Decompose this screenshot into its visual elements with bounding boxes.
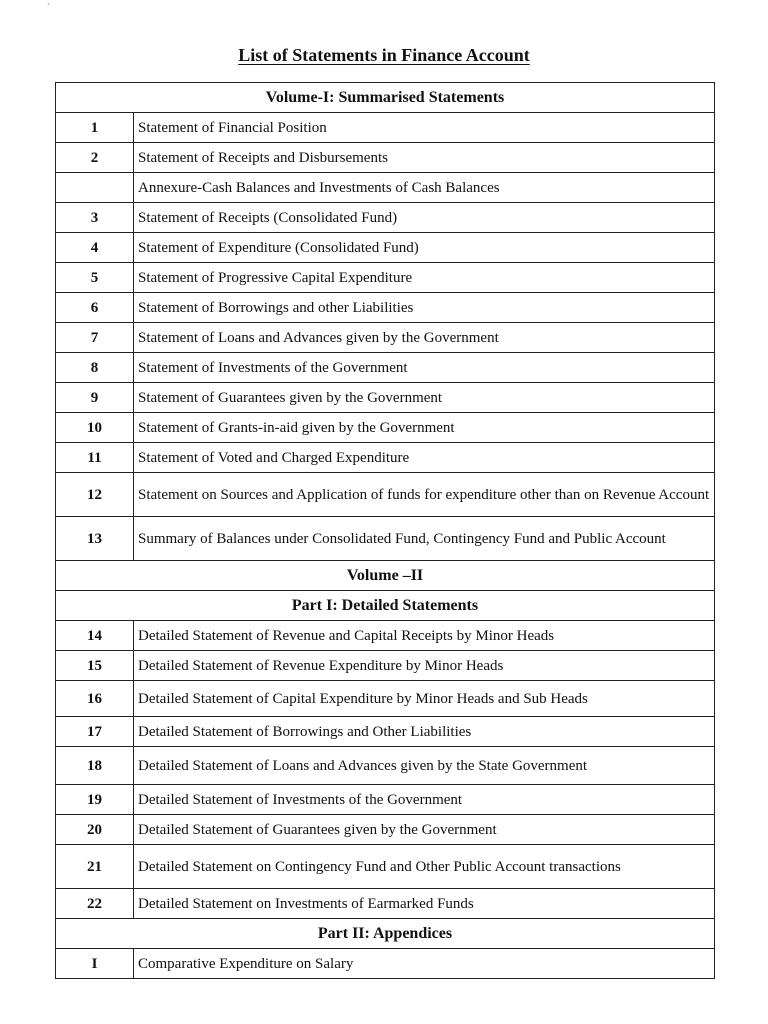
table-row: [56, 353, 715, 383]
statement-title: Statement of Grants-in-aid given by the Government: [134, 413, 715, 443]
statement-title: Detailed Statement of Revenue and Capital Receipts by Minor Heads: [134, 621, 715, 651]
statement-title: Comparative Expenditure on Salary: [134, 949, 715, 979]
statement-title: Detailed Statement of Revenue Expenditure by Minor Heads: [134, 651, 715, 681]
row-number: 21: [56, 845, 134, 889]
section-heading: Volume –II: [56, 561, 715, 591]
section-heading: Volume-I: Summarised Statements: [56, 83, 715, 113]
row-number: 19: [56, 785, 134, 815]
table-row: [56, 323, 715, 353]
table-row: [56, 949, 715, 979]
statement-title: Statement of Loans and Advances given by the Government: [134, 323, 715, 353]
row-number: [56, 173, 134, 203]
statement-title: Statement of Progressive Capital Expenditure: [134, 263, 715, 293]
table-row: [56, 621, 715, 651]
statement-title: Annexure-Cash Balances and Investments of Cash Balances: [134, 173, 715, 203]
row-number: 17: [56, 717, 134, 747]
section-heading-row: [56, 919, 715, 949]
row-number: 12: [56, 473, 134, 517]
statement-title: Detailed Statement of Guarantees given by the Government: [134, 815, 715, 845]
table-row: [56, 473, 715, 517]
statement-title: Statement of Financial Position: [134, 113, 715, 143]
table-row: [56, 173, 715, 203]
section-heading: Part II: Appendices: [56, 919, 715, 949]
statement-title: Detailed Statement on Investments of Earmarked Funds: [134, 889, 715, 919]
row-number: 10: [56, 413, 134, 443]
table-row: [56, 113, 715, 143]
row-number: 7: [56, 323, 134, 353]
row-number: 18: [56, 747, 134, 785]
row-number: 6: [56, 293, 134, 323]
row-number: 15: [56, 651, 134, 681]
statement-title: Statement of Receipts and Disbursements: [134, 143, 715, 173]
row-number: 13: [56, 517, 134, 561]
statement-title: Detailed Statement of Borrowings and Other Liabilities: [134, 717, 715, 747]
row-number: 1: [56, 113, 134, 143]
statements-table: [55, 82, 715, 979]
statement-title: Statement of Voted and Charged Expenditure: [134, 443, 715, 473]
row-number: 16: [56, 681, 134, 717]
table-row: [56, 143, 715, 173]
table-row: [56, 889, 715, 919]
row-number: 9: [56, 383, 134, 413]
row-number: 8: [56, 353, 134, 383]
section-heading-row: [56, 561, 715, 591]
row-number: 22: [56, 889, 134, 919]
table-row: [56, 413, 715, 443]
statement-title: Detailed Statement of Loans and Advances given by the State Government: [134, 747, 715, 785]
table-row: [56, 517, 715, 561]
row-number: 11: [56, 443, 134, 473]
table-row: [56, 747, 715, 785]
row-number: 3: [56, 203, 134, 233]
table-row: [56, 785, 715, 815]
statement-title: Statement of Borrowings and other Liabilities: [134, 293, 715, 323]
page-title: List of Statements in Finance Account: [238, 45, 530, 65]
table-row: [56, 717, 715, 747]
table-row: [56, 383, 715, 413]
table-row: [56, 293, 715, 323]
table-row: [56, 233, 715, 263]
row-number: I: [56, 949, 134, 979]
statement-title: Statement of Investments of the Government: [134, 353, 715, 383]
table-row: [56, 815, 715, 845]
row-number: 20: [56, 815, 134, 845]
table-row: [56, 263, 715, 293]
row-number: 5: [56, 263, 134, 293]
table-row: [56, 203, 715, 233]
statement-title: Statement of Guarantees given by the Government: [134, 383, 715, 413]
table-row: [56, 845, 715, 889]
row-number: 14: [56, 621, 134, 651]
statement-title: Statement of Receipts (Consolidated Fund): [134, 203, 715, 233]
statement-title: Detailed Statement of Investments of the Government: [134, 785, 715, 815]
statement-title: Summary of Balances under Consolidated Fund, Contingency Fund and Public Account: [134, 517, 715, 561]
section-heading: Part I: Detailed Statements: [56, 591, 715, 621]
row-number: 4: [56, 233, 134, 263]
section-heading-row: [56, 83, 715, 113]
statement-title: Detailed Statement of Capital Expenditure by Minor Heads and Sub Heads: [134, 681, 715, 717]
table-row: [56, 443, 715, 473]
statement-title: Statement of Expenditure (Consolidated Fund): [134, 233, 715, 263]
table-row: [56, 681, 715, 717]
section-heading-row: [56, 591, 715, 621]
table-row: [56, 651, 715, 681]
statement-title: Detailed Statement on Contingency Fund and Other Public Account transactions: [134, 845, 715, 889]
row-number: 2: [56, 143, 134, 173]
statement-title: Statement on Sources and Application of funds for expenditure other than on Revenue Account: [134, 473, 715, 517]
page-mark: `: [47, 2, 50, 12]
